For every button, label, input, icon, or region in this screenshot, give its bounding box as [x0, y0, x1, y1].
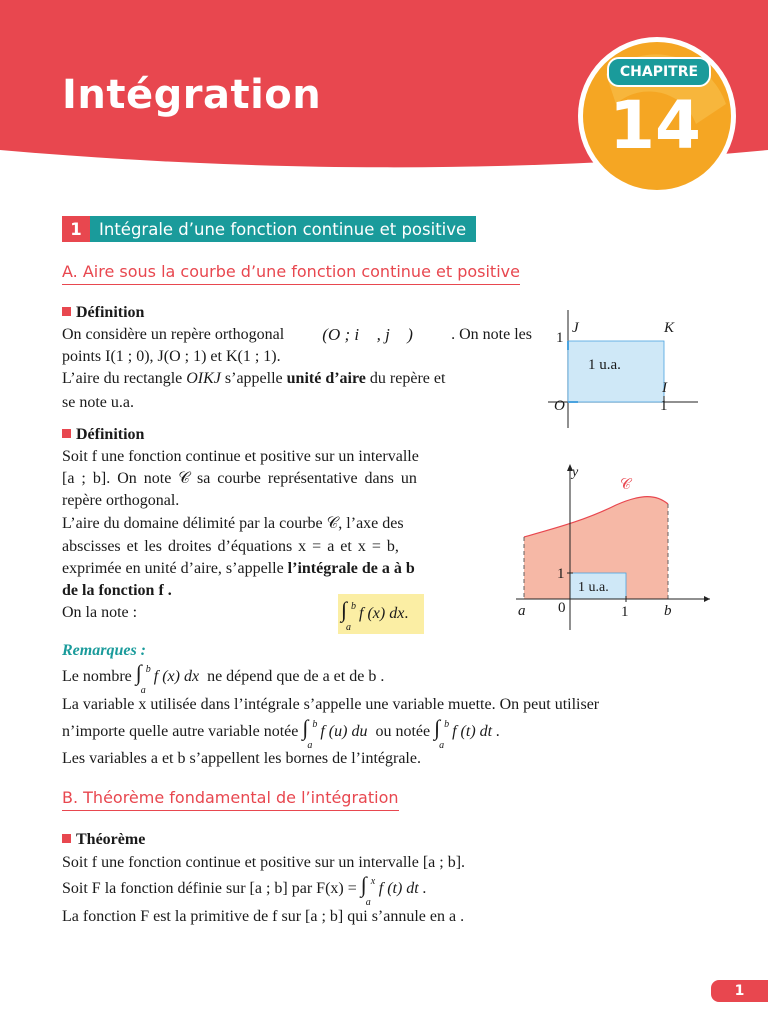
integral-area-figure [516, 462, 712, 630]
remark-1: Le nombre ∫ b a f (x) dx ne dépend que de a et de b . [62, 660, 385, 697]
theorem-heading: Théorème [62, 829, 145, 851]
chapter-number: 14 [609, 87, 701, 164]
definition-2-line-4: L’aire du domaine délimité par la courbe 𝒞, l’axe des [62, 515, 404, 532]
fig2-origin-label: 0 [558, 600, 566, 616]
theorem-line-2: Soit F la fonction définie sur [a ; b] par F(x) = ∫ x a f (t) dt . [62, 872, 427, 909]
integral-notation: ∫ b a f (x) dx. [341, 597, 409, 634]
theorem-line-3: La fonction F est la primitive de f sur [a ; b] qui s’annule en a . [62, 908, 465, 925]
definition-2-line-5: abscisses et les droites d’équations x = a et x = b, [62, 538, 399, 555]
definition-2-line-6: exprimée en unité d’aire, s’appelle l’intégrale de a à b [62, 560, 415, 577]
bound-b-label: b [664, 603, 672, 619]
y-unit-label: 1 [556, 330, 564, 346]
definition-1-line-2: points I(1 ; 0), J(O ; 1) et K(1 ; 1). [62, 348, 281, 365]
definition-1-line-1: On considère un repère orthogonal (O ; i⃗ , j⃗ ) . On note les [62, 325, 532, 344]
unit-area-figure [548, 310, 698, 428]
definition-2-heading: Définition [62, 424, 144, 446]
remark-4: Les variables a et b s’appellent les bornes de l’intégrale. [62, 750, 421, 767]
page-number: 1 [711, 980, 768, 1002]
definition-1-line-4: se note u.a. [62, 394, 134, 411]
definition-2-line-8: On la note : [62, 604, 138, 621]
definition-1-line-3: L’aire du rectangle OIKJ s’appelle unité d’aire du repère et [62, 370, 446, 387]
definition-2-line-3: repère orthogonal. [62, 492, 180, 509]
definition-2-line-1: Soit f une fonction continue et positive sur un intervalle [62, 448, 419, 465]
remarks-heading: Remarques : [62, 642, 146, 659]
definition-1-heading: Définition [62, 302, 144, 324]
curve-label: 𝒞 [620, 477, 631, 493]
fig2-unit-area-label: 1 u.a. [578, 580, 609, 595]
definition-2-line-7: de la fonction f . [62, 582, 172, 599]
frame-notation: (O ; i⃗ , j⃗ ) [322, 325, 413, 344]
remark-3: n’importe quelle autre variable notée ∫ b a f (u) du ou notée ∫ b a f (t) dt . [62, 715, 501, 752]
bound-a-label: a [518, 603, 526, 619]
point-i-label: I [662, 380, 667, 396]
origin-label: O [554, 398, 565, 414]
fig2-x-unit-label: 1 [621, 604, 629, 620]
unit-area-label: 1 u.a. [588, 357, 621, 373]
x-unit-label: 1 [660, 398, 668, 414]
definition-2-line-2: [a ; b]. On note 𝒞 sa courbe représentative dans un [62, 470, 417, 487]
square-bullet-icon [62, 307, 71, 316]
section-header [62, 216, 476, 242]
chapter-title: Intégration [62, 72, 322, 118]
theorem-line-1: Soit f une fonction continue et positive sur un intervalle [a ; b]. [62, 854, 466, 871]
section-number: 1 [62, 216, 90, 242]
square-bullet-icon [62, 429, 71, 438]
y-axis-label: y [572, 465, 579, 480]
subsection-a-title: A. Aire sous la courbe d’une fonction continue et positive [62, 262, 520, 285]
point-j-label: J [572, 320, 579, 336]
remark-2: La variable x utilisée dans l’intégrale s’appelle une variable muette. On peut utiliser [62, 696, 600, 713]
fig2-y-unit-label: 1 [557, 566, 565, 582]
section-title: Intégrale d’une fonction continue et positive [99, 219, 467, 239]
chapter-label: CHAPITRE [607, 57, 711, 87]
point-k-label: K [664, 320, 675, 336]
square-bullet-icon [62, 834, 71, 843]
subsection-b-title: B. Théorème fondamental de l’intégration [62, 788, 399, 811]
